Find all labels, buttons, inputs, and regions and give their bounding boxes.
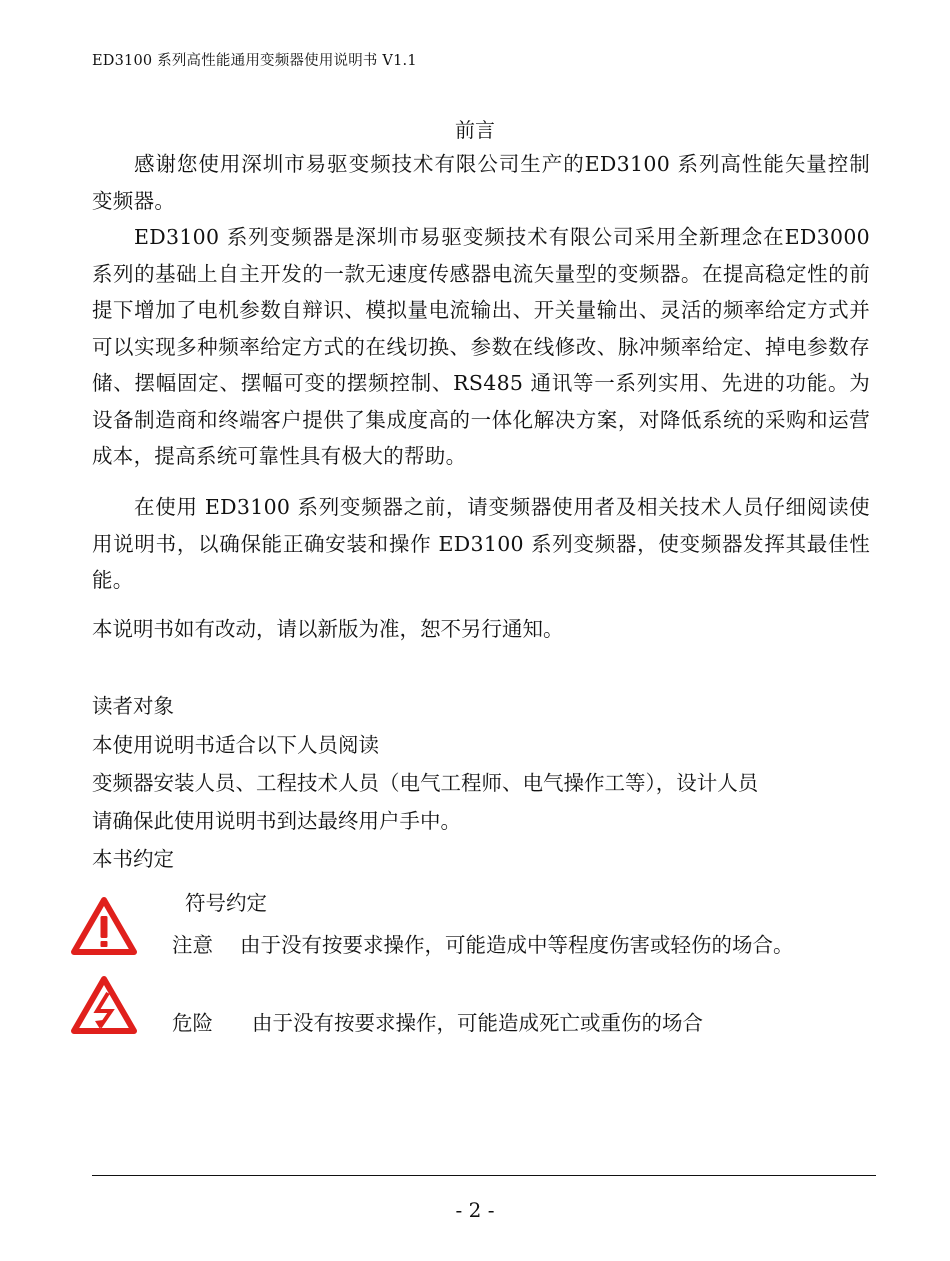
page-number: - 2 -	[455, 1198, 495, 1222]
footer-divider	[92, 1175, 876, 1176]
caution-label: 注意	[172, 933, 213, 957]
danger-label: 危险	[172, 1011, 213, 1035]
intro-paragraph-2: ED3100 系列变频器是深圳市易驱变频技术有限公司采用全新理念在ED3000 系列的基础上自主开发的一款无速度传感器电流矢量型的变频器。在提高稳定性的前提下增加了电机参数自辩识、模拟量电流输出、开关量输出、灵活的频率给定方式并可以实现多种频率给定方式的在线切换、参数在线修改、脉冲频率给定、掉电参数存储、摆幅固定、摆幅可变的摆频控制、RS485 通讯等一系列实用、先进的功能。为设备制造商和终端客户提供了集成度高的一体化解决方案，对降低系统的采购和运营成本，提高系统可靠性具有极大的帮助。	[92, 225, 870, 468]
readers-heading: 读者对象	[92, 694, 174, 718]
conventions-heading: 本书约定	[92, 847, 174, 871]
caution-description: 由于没有按要求操作，可能造成中等程度伤害或轻伤的场合。	[240, 933, 794, 957]
readers-line-1: 本使用说明书适合以下人员阅读	[92, 733, 379, 757]
revision-notice: 本说明书如有改动，请以新版为准，恕不另行通知。	[92, 617, 564, 641]
intro-paragraph-3: 在使用 ED3100 系列变频器之前，请变频器使用者及相关技术人员仔细阅读使用说明书，以确保能正确安装和操作 ED3100 系列变频器，使变频器发挥其最佳性能。	[92, 495, 870, 592]
danger-description: 由于没有按要求操作，可能造成死亡或重伤的场合	[252, 1011, 703, 1035]
page-header: ED3100 系列高性能通用变频器使用说明书 V1.1	[92, 53, 417, 69]
section-title: 前言	[455, 118, 495, 142]
readers-line-3: 请确保此使用说明书到达最终用户手中。	[92, 809, 461, 833]
caution-row	[172, 928, 794, 958]
exclamation-warning-icon	[70, 896, 138, 960]
intro-paragraph-1: 感谢您使用深圳市易驱变频技术有限公司生产的ED3100 系列高性能矢量控制变频器。	[92, 152, 870, 213]
symbol-conventions-heading: 符号约定	[185, 891, 267, 915]
high-voltage-warning-icon	[70, 975, 138, 1039]
readers-line-2: 变频器安装人员、工程技术人员（电气工程师、电气操作工等），设计人员	[92, 771, 759, 795]
danger-row	[172, 1006, 703, 1036]
